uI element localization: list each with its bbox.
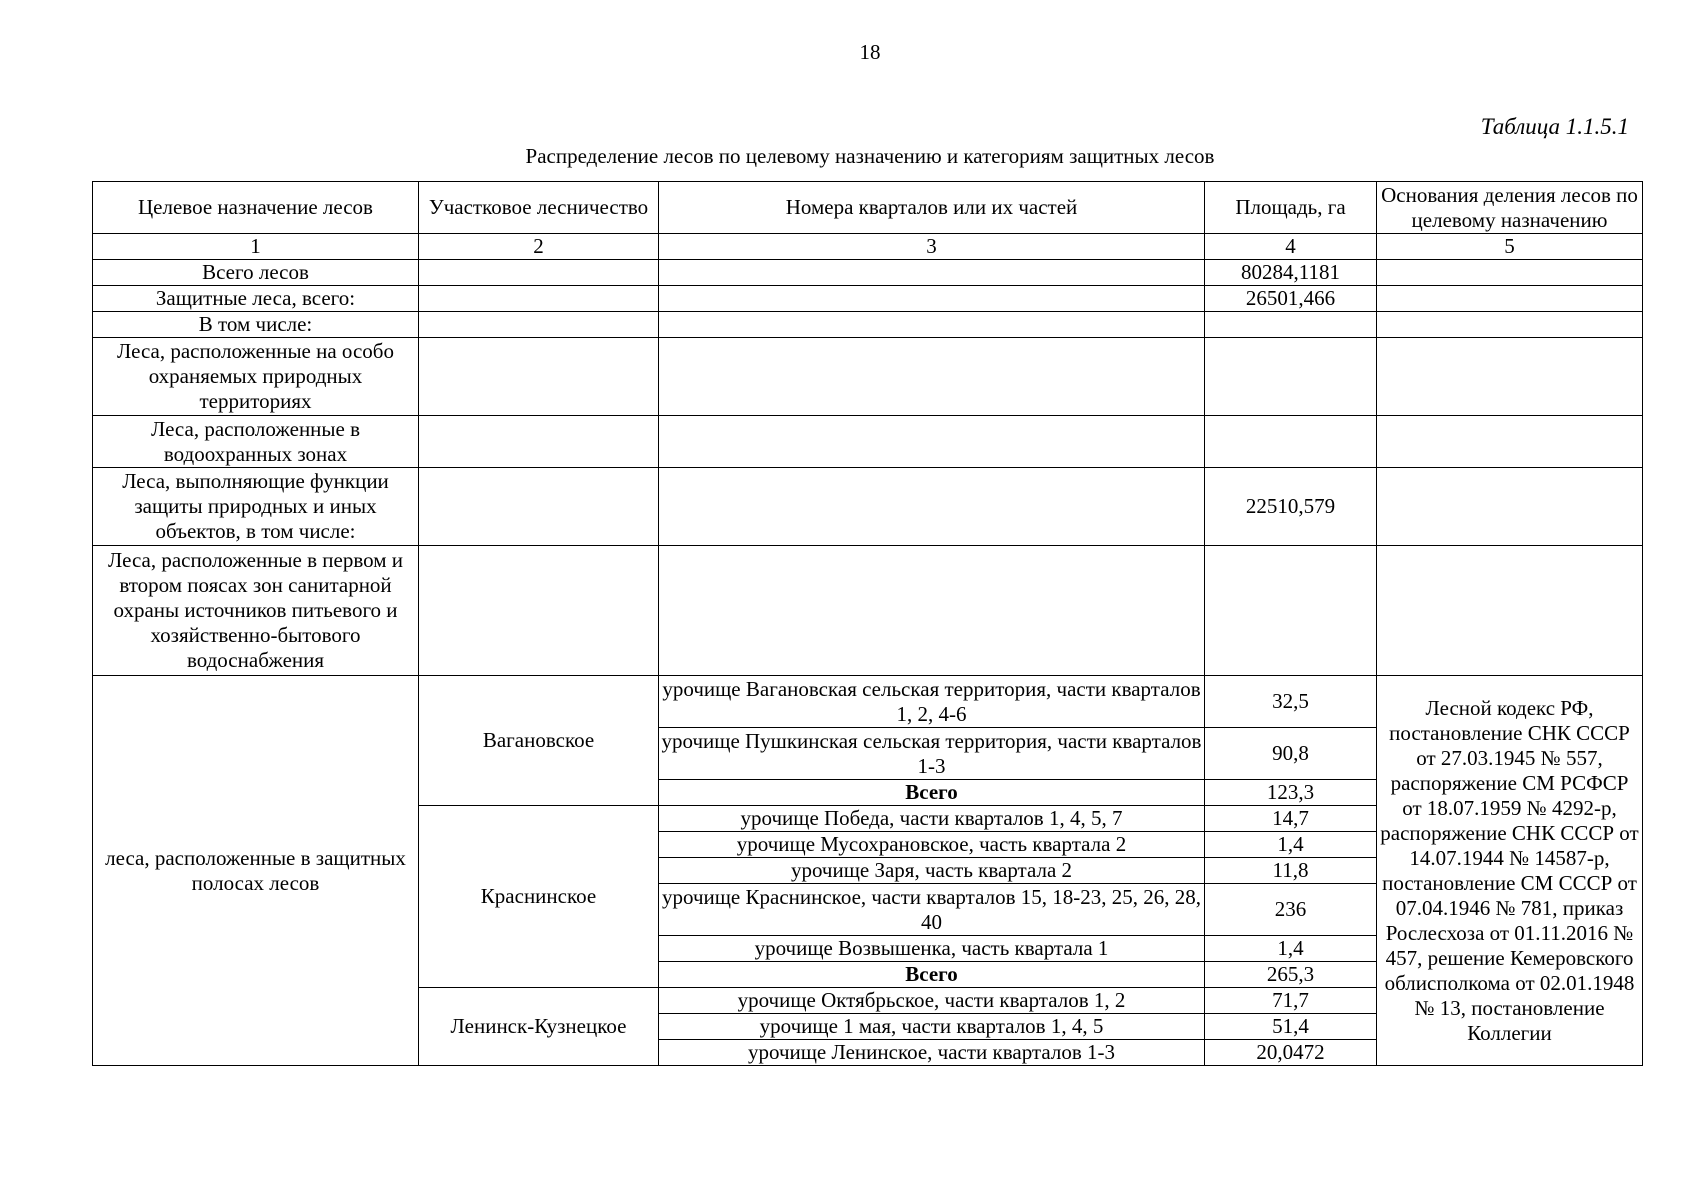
empty-cell [419,286,659,312]
quarters-cell: урочище Вагановская сельская территория, части кварталов 1, 2, 4-6 [659,676,1205,728]
total-label: Всего [659,962,1205,988]
area-cell [1205,312,1377,338]
empty-cell [419,416,659,468]
area-cell: 1,4 [1205,832,1377,858]
table-row [93,312,1643,338]
header-row [93,182,1643,234]
area-cell: 14,7 [1205,806,1377,832]
forestry-cell: Вагановское [419,676,659,806]
quarters-cell: урочище Заря, часть квартала 2 [659,858,1205,884]
table-row [93,468,1643,546]
area-cell: 90,8 [1205,728,1377,780]
column-number: 4 [1205,234,1377,260]
forestry-cell: Ленинск-Кузнецкое [419,988,659,1066]
purpose-cell: Леса, расположенные в водоохранных зонах [93,416,419,468]
empty-cell [1377,286,1643,312]
area-cell [1205,546,1377,676]
empty-cell [1377,260,1643,286]
quarters-cell: урочище 1 мая, части кварталов 1, 4, 5 [659,1014,1205,1040]
empty-cell [1377,416,1643,468]
quarters-cell: урочище Октябрьское, части кварталов 1, 2 [659,988,1205,1014]
purpose-cell: Леса, расположенные на особо охраняемых природных территориях [93,338,419,416]
quarters-cell: урочище Мусохрановское, часть квартала 2 [659,832,1205,858]
area-cell: 265,3 [1205,962,1377,988]
table-row [93,338,1643,416]
table-label: Таблица 1.1.5.1 [1480,114,1629,139]
empty-cell [1377,468,1643,546]
forest-distribution-table [92,181,1643,1066]
empty-cell [659,546,1205,676]
purpose-cell: Леса, расположенные в первом и втором поясах зон санитарной охраны источников питьевого и хозяйственно-бытового водоснабжения [93,546,419,676]
column-number-row [93,234,1643,260]
empty-cell [659,416,1205,468]
header-cell: Основания деления лесов по целевому назначению [1377,182,1643,234]
column-number: 3 [659,234,1205,260]
area-cell: 80284,1181 [1205,260,1377,286]
area-cell: 22510,579 [1205,468,1377,546]
area-cell [1205,338,1377,416]
empty-cell [419,312,659,338]
area-cell: 20,0472 [1205,1040,1377,1066]
table-row [93,676,1643,728]
area-cell: 1,4 [1205,936,1377,962]
empty-cell [659,312,1205,338]
column-number: 1 [93,234,419,260]
purpose-cell: Всего лесов [93,260,419,286]
quarters-cell: урочище Победа, части кварталов 1, 4, 5, 7 [659,806,1205,832]
purpose-cell: Леса, выполняющие функции защиты природных и иных объектов, в том числе: [93,468,419,546]
table-row [93,260,1643,286]
header-cell: Целевое назначение лесов [93,182,419,234]
area-cell: 26501,466 [1205,286,1377,312]
page-number: 18 [859,40,881,64]
quarters-cell: урочище Краснинское, части кварталов 15, 18-23, 25, 26, 28, 40 [659,884,1205,936]
empty-cell [659,338,1205,416]
empty-cell [419,260,659,286]
area-cell: 11,8 [1205,858,1377,884]
area-cell [1205,416,1377,468]
empty-cell [419,546,659,676]
header-cell: Номера кварталов или их частей [659,182,1205,234]
empty-cell [419,338,659,416]
empty-cell [1377,338,1643,416]
header-cell: Площадь, га [1205,182,1377,234]
quarters-cell: урочище Ленинское, части кварталов 1-3 [659,1040,1205,1066]
empty-cell [659,260,1205,286]
empty-cell [1377,546,1643,676]
forestry-cell: Краснинское [419,806,659,988]
area-cell: 51,4 [1205,1014,1377,1040]
empty-cell [419,468,659,546]
quarters-cell: урочище Пушкинская сельская территория, части кварталов 1-3 [659,728,1205,780]
area-cell: 71,7 [1205,988,1377,1014]
empty-cell [1377,312,1643,338]
area-cell: 32,5 [1205,676,1377,728]
table-row [93,546,1643,676]
purpose-cell: Защитные леса, всего: [93,286,419,312]
column-number: 5 [1377,234,1643,260]
table-title: Распределение лесов по целевому назначению и категориям защитных лесов [525,144,1215,168]
table-row [93,416,1643,468]
area-cell: 123,3 [1205,780,1377,806]
category-cell: леса, расположенные в защитных полосах лесов [93,676,419,1066]
table-row [93,286,1643,312]
column-number: 2 [419,234,659,260]
empty-cell [659,468,1205,546]
purpose-cell: В том числе: [93,312,419,338]
quarters-cell: урочище Возвышенка, часть квартала 1 [659,936,1205,962]
area-cell: 236 [1205,884,1377,936]
basis-cell: Лесной кодекс РФ, постановление СНК СССР от 27.03.1945 № 557, распоряжение СМ РСФСР от 18.07.1959 № 4292-р, распоряжение СНК СССР от 14.07.1944 № 14587-р, постановление СМ СССР от 07.04.1946 № 781, приказ Рослесхоза от 01.11.2016 № 457, решение Кемеровского облисполкома от 02.01.1948 № 13, постановление Коллегии [1377,676,1643,1066]
header-cell: Участковое лесничество [419,182,659,234]
empty-cell [659,286,1205,312]
total-label: Всего [659,780,1205,806]
